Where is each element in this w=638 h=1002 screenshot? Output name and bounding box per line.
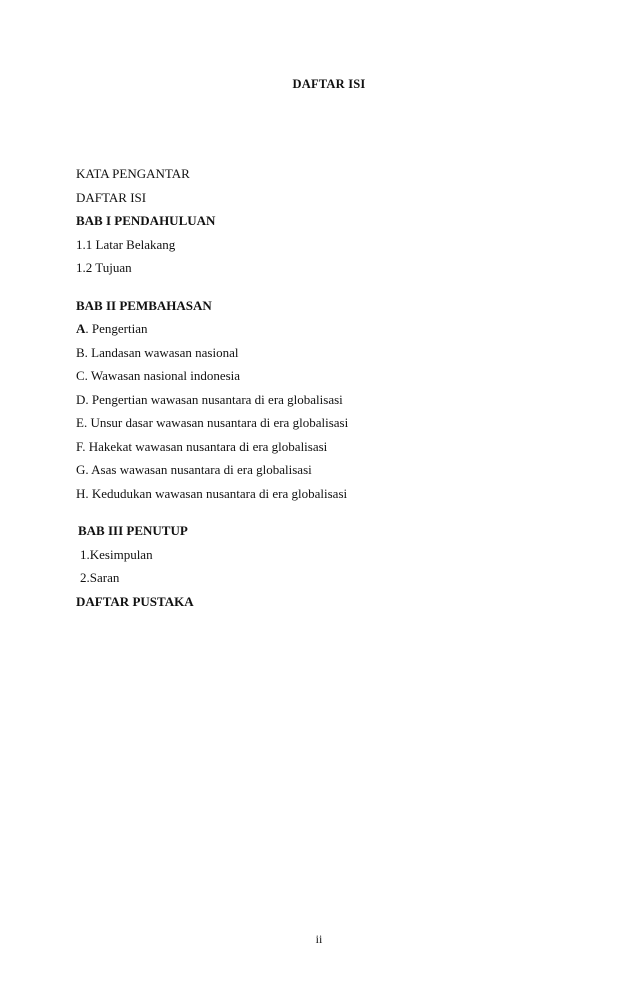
toc-entry-bab-2[interactable]: BAB II PEMBAHASAN [76, 297, 212, 313]
toc-entry-pengertian[interactable] [76, 317, 556, 341]
page-number [0, 932, 638, 947]
item-letter: A [76, 321, 86, 336]
section-gap [76, 505, 556, 519]
toc-entry-kesimpulan[interactable]: 1.Kesimpulan [80, 546, 153, 562]
toc-entry-daftar-isi[interactable]: DAFTAR ISI [76, 189, 147, 205]
page-title-text: DAFTAR ISI [292, 77, 366, 91]
toc-entry-bab-1[interactable]: BAB I PENDAHULUAN [76, 213, 216, 228]
toc-entry-latar-belakang[interactable]: 1.1 Latar Belakang [76, 236, 176, 252]
toc-entry-saran[interactable]: 2.Saran [80, 570, 120, 585]
toc-entry-wawasan-nasional[interactable]: C. Wawasan nasional indonesia [76, 368, 241, 383]
toc-entry-bab-3[interactable]: BAB III PENUTUP [78, 523, 188, 538]
toc-entry-kata-pengantar[interactable]: KATA PENGANTAR [76, 166, 190, 181]
toc-entry-landasan[interactable]: B. Landasan wawasan nasional [76, 344, 239, 360]
toc-entry-tujuan[interactable]: 1.2 Tujuan [76, 260, 132, 275]
toc-entry-unsur-dasar[interactable]: E. Unsur dasar wawasan nusantara di era globalisasi [76, 415, 349, 430]
toc-entry-daftar-pustaka[interactable]: DAFTAR PUSTAKA [76, 593, 194, 609]
page-number-text: ii [315, 932, 323, 946]
toc-entry-hakekat[interactable]: F. Hakekat wawasan nusantara di era globalisasi [76, 438, 328, 454]
page-title [0, 77, 638, 92]
toc-entry-kedudukan[interactable]: H. Kedudukan wawasan nusantara di era globalisasi [76, 485, 348, 501]
toc-entry-asas[interactable]: G. Asas wawasan nusantara di era globalisasi [76, 462, 312, 477]
item-text: . Pengertian [85, 321, 148, 336]
toc-entry-pengertian-nusantara[interactable]: D. Pengertian wawasan nusantara di era globalisasi [76, 391, 343, 407]
table-of-contents [76, 162, 556, 613]
section-gap [76, 280, 556, 294]
